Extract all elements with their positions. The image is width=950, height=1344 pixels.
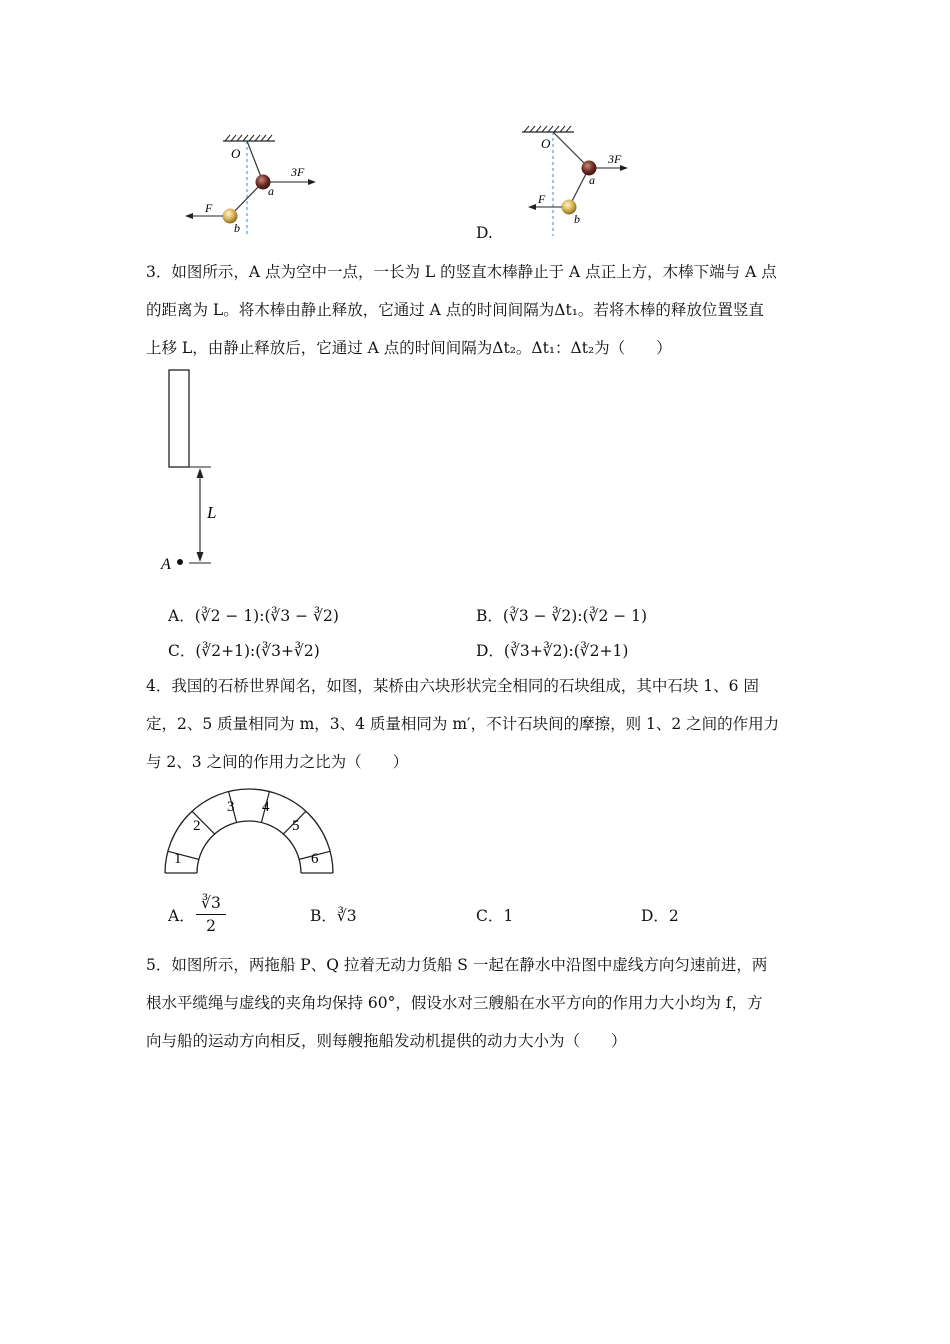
stone-arch-bridge-figure	[158, 784, 340, 876]
option-d[interactable]: D．2	[641, 907, 679, 925]
question-line: 向与船的运动方向相反，则每艘拖船发动机提供的动力大小为（ ）	[146, 1032, 627, 1050]
question-line: 4．我国的石桥世界闻名，如图，某桥由六块形状完全相同的石块组成，其中石块 1、6 固	[146, 677, 759, 695]
ball-b-label: b	[234, 221, 240, 235]
force-3f-label: 3F	[291, 165, 305, 179]
ball-a-label: a	[268, 184, 274, 198]
block-3-label: 3	[227, 799, 235, 815]
option-b[interactable]: B．∛3	[310, 907, 357, 925]
point-o-label: O	[541, 136, 551, 151]
point-a-label: A	[161, 556, 171, 573]
block-1-label: 1	[174, 851, 182, 867]
force-3f-label: 3F	[608, 152, 622, 166]
option-d-label: D.	[476, 224, 493, 242]
question-4-text	[146, 667, 806, 781]
pendulum-figure-d	[520, 124, 650, 238]
ball-b-label: b	[574, 212, 580, 226]
option-a[interactable]	[168, 903, 195, 929]
block-4-label: 4	[262, 799, 270, 815]
block-5-label: 5	[292, 818, 300, 834]
question-line: 根水平缆绳与虚线的夹角均保持 60°，假设水对三艘船在水平方向的作用力大小均为 f，方	[146, 994, 763, 1012]
question-line: 定，2、5 质量相同为 m，3、4 质量相同为 m′，不计石块间的摩擦，则 1、2 之间的作用力	[146, 715, 780, 733]
option-c[interactable]: C．1	[476, 907, 514, 925]
question-line: 5．如图所示，两拖船 P、Q 拉着无动力货船 S 一起在静水中沿图中虚线方向匀速前进，两	[146, 956, 768, 974]
question-line: 上移 L，由静止释放后，它通过 A 点的时间间隔为Δt₂。Δt₁：Δt₂为（ ）	[146, 339, 672, 357]
length-l-label: L	[207, 503, 217, 522]
block-2-label: 2	[193, 818, 201, 834]
question-line: 与 2、3 之间的作用力之比为（ ）	[146, 753, 409, 771]
option-c[interactable]: C．(∛2+1):(∛3+∛2)	[168, 642, 320, 660]
option-b[interactable]: B．(∛3 − ∛2):(∛2 − 1)	[476, 607, 648, 625]
force-f-label: F	[538, 192, 546, 206]
ball-a-label: a	[589, 173, 595, 187]
question-3-text	[146, 253, 806, 367]
point-o-label: O	[231, 146, 241, 161]
fraction-numerator: ∛3	[196, 893, 226, 915]
option-a-label: A．	[168, 907, 195, 925]
fraction-denominator: 2	[206, 917, 216, 935]
block-6-label: 6	[311, 851, 319, 867]
question-line: 3．如图所示，A 点为空中一点，一长为 L 的竖直木棒静止于 A 点正上方，木棒下端与 A 点	[146, 263, 777, 281]
force-f-label: F	[205, 201, 213, 215]
pendulum-figure-c	[175, 132, 335, 240]
question-5-text	[146, 946, 806, 1060]
falling-rod-figure	[155, 366, 235, 576]
option-a[interactable]: A．(∛2 − 1):(∛3 − ∛2)	[168, 607, 339, 625]
question-line: 的距离为 L。将木棒由静止释放，它通过 A 点的时间间隔为Δt₁。若将木棒的释放位置竖直	[146, 301, 764, 319]
option-a-fraction	[196, 893, 226, 937]
option-d[interactable]: D．(∛3+∛2):(∛2+1)	[476, 642, 629, 660]
